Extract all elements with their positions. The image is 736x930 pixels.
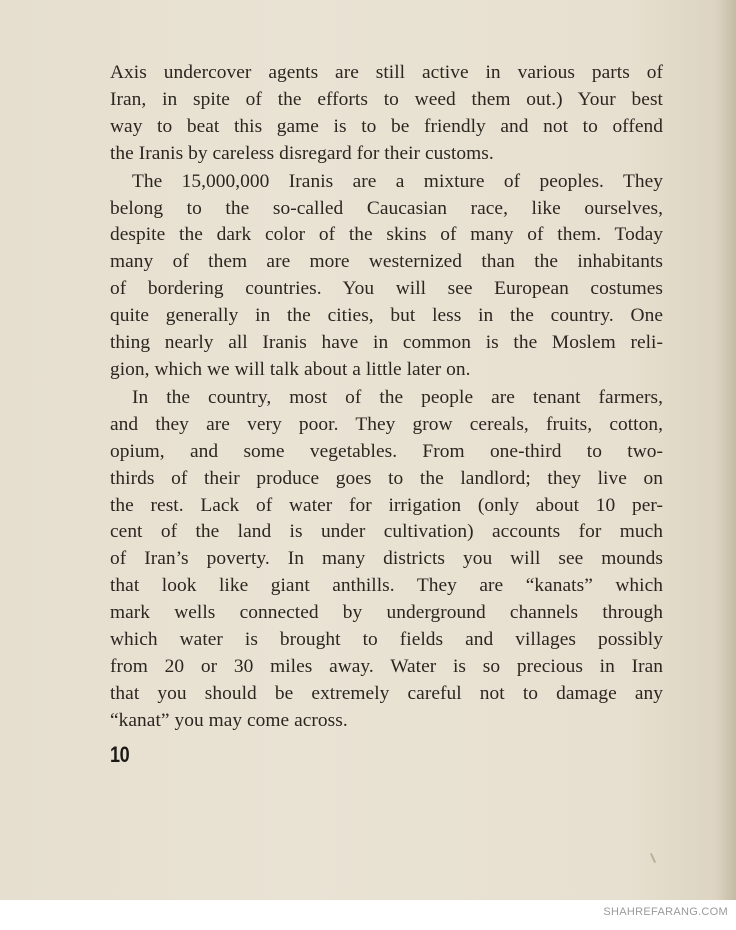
text-line: of bordering countries. You will see European costumes <box>110 278 663 300</box>
text-line: from 20 or 30 miles away. Water is so precious in Iran <box>110 655 663 677</box>
text-line: the Iranis by careless disregard for their customs. <box>110 142 494 164</box>
text-line: despite the dark color of the skins of many of them. Today <box>110 224 663 246</box>
paragraph-1 <box>110 60 663 168</box>
text-line: opium, and some vegetables. From one-third to two- <box>110 440 663 462</box>
text-line: “kanat” you may come across. <box>110 709 348 731</box>
text-line: gion, which we will talk about a little later on. <box>110 358 471 380</box>
text-line: thirds of their produce goes to the landlord; they live on <box>110 467 663 489</box>
text-line: mark wells connected by underground channels through <box>110 602 663 624</box>
text-line: The 15,000,000 Iranis are a mixture of peoples. They <box>132 170 663 192</box>
text-line: thing nearly all Iranis have in common is the Moslem reli- <box>110 332 663 354</box>
text-line: Iran, in spite of the efforts to weed them out.) Your best <box>110 88 663 110</box>
text-line: cent of the land is under cultivation) accounts for much <box>110 521 663 543</box>
text-line: which water is brought to fields and villages possibly <box>110 629 663 651</box>
paragraph-2 <box>110 169 663 384</box>
paper-blemish <box>650 853 656 863</box>
text-line: that look like giant anthills. They are “kanats” which <box>110 575 663 597</box>
text-line: that you should be extremely careful not to damage any <box>110 682 663 704</box>
paragraph-3 <box>110 385 663 735</box>
text-line: many of them are more westernized than the inhabitants <box>110 251 663 273</box>
page-number: 10 <box>110 742 130 767</box>
text-line: Axis undercover agents are still active in various parts of <box>110 62 663 83</box>
text-line: and they are very poor. They grow cereals, fruits, cotton, <box>110 413 663 435</box>
text-line: In the country, most of the people are tenant farmers, <box>132 386 663 408</box>
text-line: belong to the so-called Caucasian race, like ourselves, <box>110 197 663 219</box>
site-watermark: SHAHREFARANG.COM <box>603 906 728 918</box>
text-line: quite generally in the cities, but less in the country. One <box>110 305 663 327</box>
body-text <box>110 60 663 735</box>
text-line: of Iran’s poverty. In many districts you will see mounds <box>110 548 663 570</box>
text-line: way to beat this game is to be friendly and not to offend <box>110 115 663 137</box>
text-line: the rest. Lack of water for irrigation (only about 10 per- <box>110 494 663 516</box>
